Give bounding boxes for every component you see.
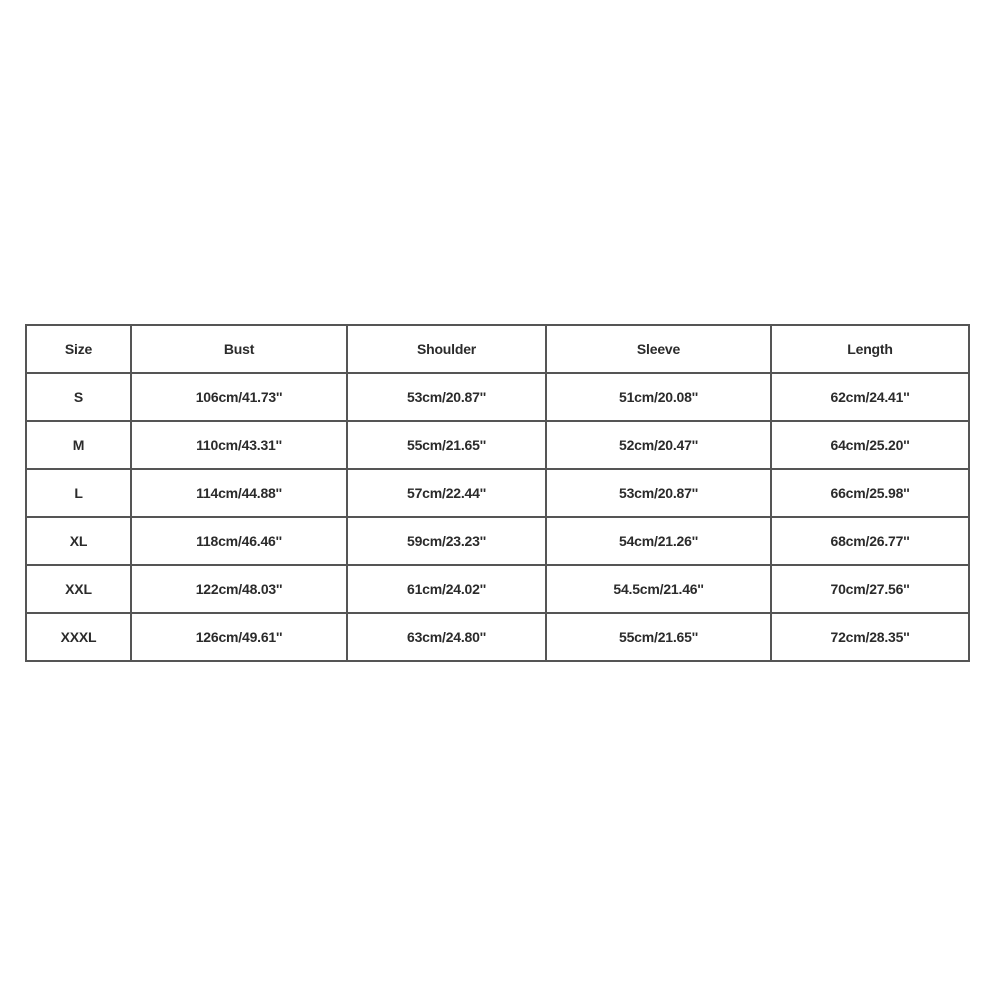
header-size: Size: [26, 325, 131, 373]
cell-size: L: [26, 469, 131, 517]
table-row: [26, 421, 969, 469]
table-row: [26, 613, 969, 661]
header-shoulder: Shoulder: [347, 325, 546, 373]
cell-shoulder: 55cm/21.65'': [347, 421, 546, 469]
cell-size: XXL: [26, 565, 131, 613]
size-chart-table: [25, 324, 970, 662]
cell-length: 72cm/28.35'': [771, 613, 969, 661]
cell-shoulder: 61cm/24.02'': [347, 565, 546, 613]
cell-size: M: [26, 421, 131, 469]
cell-shoulder: 59cm/23.23'': [347, 517, 546, 565]
cell-bust: 114cm/44.88'': [131, 469, 347, 517]
cell-bust: 126cm/49.61'': [131, 613, 347, 661]
cell-bust: 122cm/48.03'': [131, 565, 347, 613]
cell-sleeve: 54cm/21.26'': [546, 517, 771, 565]
cell-shoulder: 63cm/24.80'': [347, 613, 546, 661]
cell-size: S: [26, 373, 131, 421]
cell-sleeve: 53cm/20.87'': [546, 469, 771, 517]
cell-length: 62cm/24.41'': [771, 373, 969, 421]
cell-sleeve: 52cm/20.47'': [546, 421, 771, 469]
cell-length: 68cm/26.77'': [771, 517, 969, 565]
cell-bust: 118cm/46.46'': [131, 517, 347, 565]
cell-sleeve: 55cm/21.65'': [546, 613, 771, 661]
cell-bust: 106cm/41.73'': [131, 373, 347, 421]
header-length: Length: [771, 325, 969, 373]
header-bust: Bust: [131, 325, 347, 373]
cell-length: 64cm/25.20'': [771, 421, 969, 469]
cell-sleeve: 54.5cm/21.46'': [546, 565, 771, 613]
table-row: [26, 373, 969, 421]
cell-shoulder: 57cm/22.44'': [347, 469, 546, 517]
table-header-row: [26, 325, 969, 373]
header-sleeve: Sleeve: [546, 325, 771, 373]
cell-shoulder: 53cm/20.87'': [347, 373, 546, 421]
cell-length: 70cm/27.56'': [771, 565, 969, 613]
cell-length: 66cm/25.98'': [771, 469, 969, 517]
cell-size: XL: [26, 517, 131, 565]
table-row: [26, 565, 969, 613]
table-row: [26, 517, 969, 565]
cell-size: XXXL: [26, 613, 131, 661]
cell-bust: 110cm/43.31'': [131, 421, 347, 469]
cell-sleeve: 51cm/20.08'': [546, 373, 771, 421]
table-row: [26, 469, 969, 517]
